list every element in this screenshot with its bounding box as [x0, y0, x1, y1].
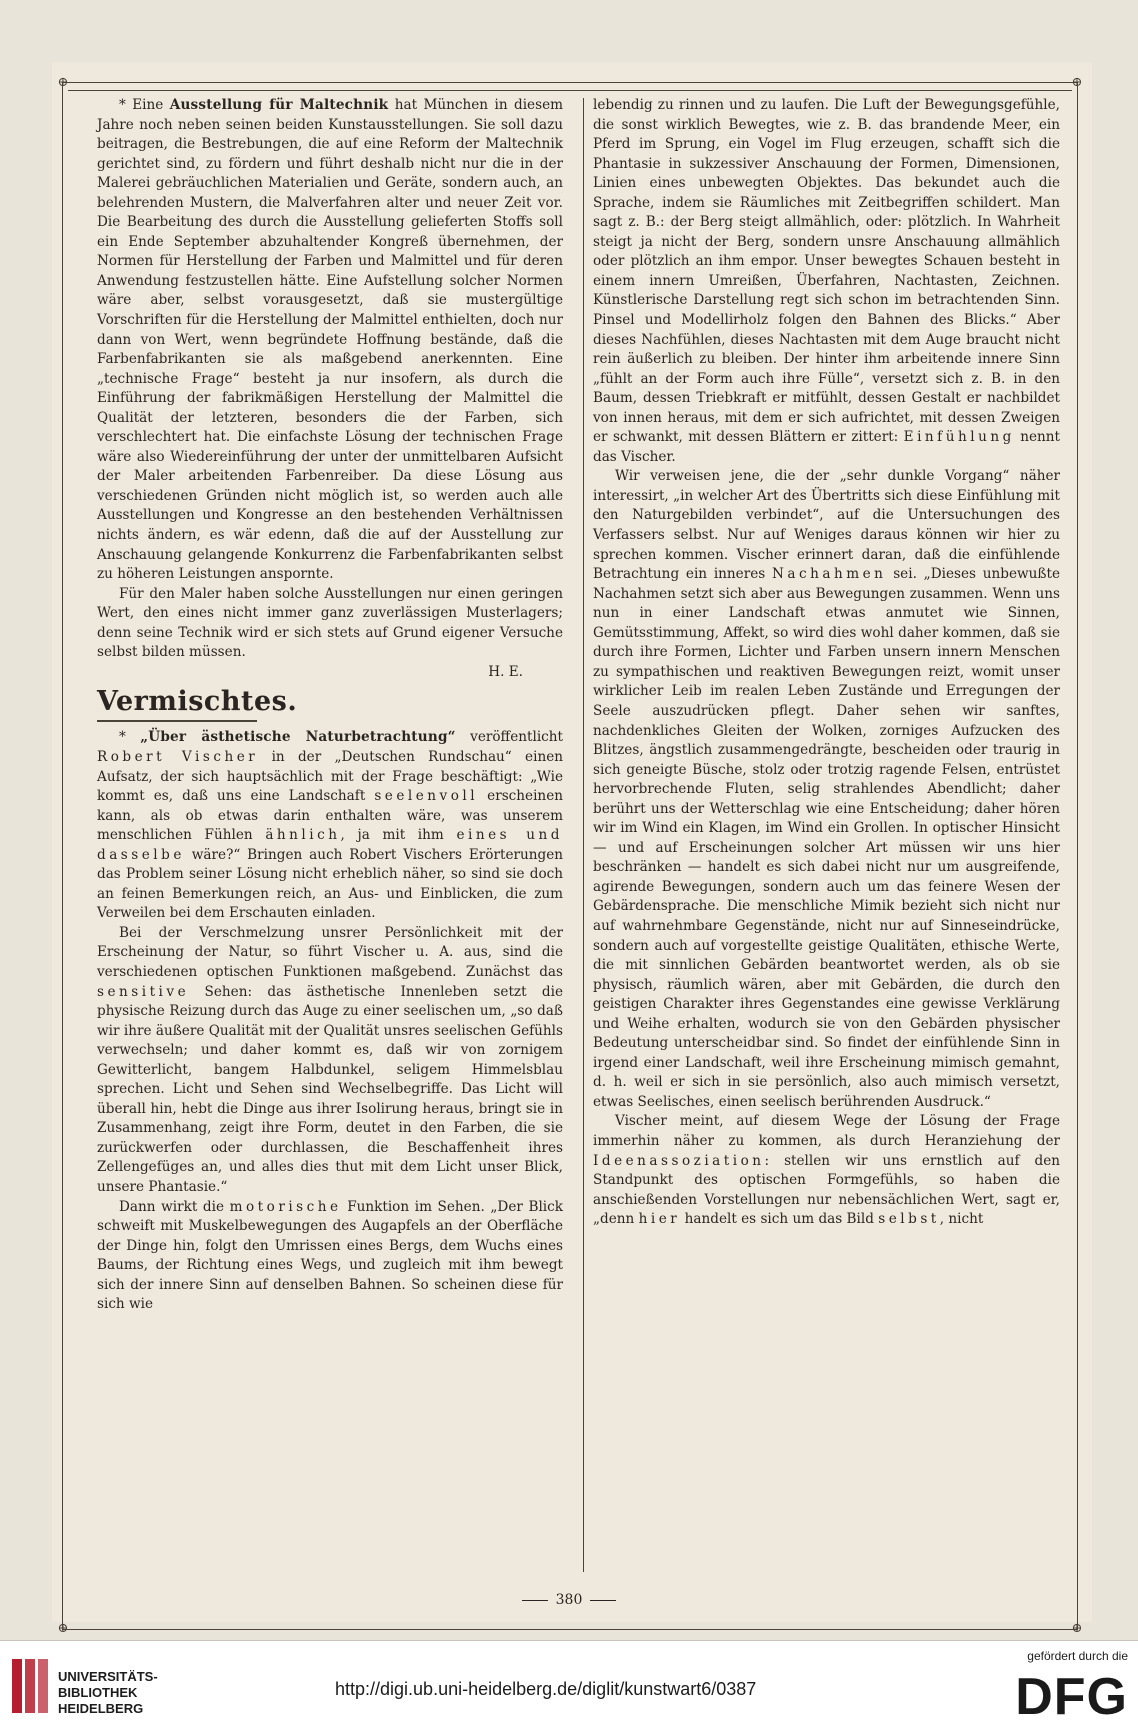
right-para1: lebendig zu rinnen und zu laufen. Die Luft der Bewegungsgefühle, die sonst wirklich Bewegtes, wie z. B. das brandende Meer, ein Pferd im Sprung, ein Vogel im Flug erzeugen, schafft sich die Phantasie in sukzessiver Anschauung der Formen, Dimensionen, Linien eines unbewegten Objektes. Das bekundet auch die Sprache, indem sie Räumliches mit Zeitbegriffen schildert. Man sagt z. B.: der Berg steigt allmählich, oder: plötzlich. In Wahrheit steigt ja nicht der Berg, sondern unsre Anschauung allmählich oder plötzlich an ihm empor. Unser bewegtes Schauen besteht in einem innern Umreißen, Überfahren, Nachtasten, Zeichnen. Künstlerische Darstellung regt sich schon im betrachtenden Sinn. Pinsel und Modellirholz folgen den Bahnen des Blicks.“ Aber dieses Nachfühlen, dieses Nachtasten mit dem Auge braucht nicht rein äußerlich zu bleiben. Der hinter ihm arbeitende innere Sinn „fühlt an der Form auch ihre Fülle“, versetzt sich z. B. in den Baum, dessen Triebkraft er mitfühlt, dessen Gestalt er nachbildet von innen heraus, mit dem er sich aufrichtet, mit dessen Zweigen er schwankt, mit dessen Blättern er zittert: Einfühlung nennt das Vischer. — [593, 97, 1060, 465]
headline-exhibition: Ausstellung für Maltechnik — [169, 97, 389, 113]
headline-vischer: „Über ästhetische Naturbetrachtung“ — [140, 729, 456, 746]
section-rule — [97, 720, 257, 722]
corner-ornament-top-left-icon: ⊕ — [57, 75, 69, 90]
library-logo[interactable] — [10, 1655, 158, 1717]
right-para3: Vischer meint, auf diesem Wege der Lösung der Frage immerhin näher zu kommen, als durch Heranziehung der Ideenassoziation: stellen wir uns ernstlich auf den Standpunkt des optischen Formgefühls, so haben die anschießenden Vorstellungen nur nebensächlichen Wert, sagt er, „denn hier handelt es sich um das Bild selbst, nicht — [593, 1113, 1060, 1228]
right-column — [593, 96, 1060, 1230]
column-divider — [583, 98, 584, 1572]
library-name-line3: HEIDELBERG — [58, 1701, 144, 1716]
page-number: 380 — [0, 1592, 1138, 1608]
article-vischer: * „Über ästhetische Naturbetrachtung“ veröffentlicht Robert Vischer in der „Deutschen Rundschau“ einen Aufsatz, der sich hauptsächlich mit der Frage beschäftigt: „Wie kommt es, daß uns eine Landschaft seelenvoll erscheinen kann, als ob etwas darin enthalten wäre, was unserem menschlichen Fühlen ähnlich, ja mit ihm eines und dasselbe wäre?“ Bringen auch Robert Vischers Erörterungen das Problem seiner Lösung nicht erheblich näher, so sind sie doch an feinen Bemerkungen reich, an Aus- und Einblicken, die zum Verweilen bei dem Erschauten einladen. — [97, 729, 564, 922]
funding-note: gefördert durch die — [1027, 1649, 1128, 1663]
article-exhibition: * Eine Ausstellung für Maltechnik hat München in diesem Jahre noch neben seinen beiden Kunstausstellungen. Sie soll dazu beitragen, die Bestrebungen, die auf eine Reform der Maltechnik gerichtet sind, zu fördern und führt deshalb nicht nur die in der Malerei gebräuchlichen Materialien und Geräte, sondern auch, an belehrenden Mustern, die Malverfahren alter und neuer Zeit vor. Die Bearbeitung des durch die Ausstellung gelieferten Stoffs soll ein Ende September abzuhaltender Kongreß übernehmen, der Normen für Herstellung der Farben und Malmittel und für deren Anwendung festzustellen hätte. Eine Aufstellung solcher Normen wäre aber, selbst vorausgesetzt, daß sie mustergültige Vorschriften für die Herstellung der Malmittel enthielten, doch nur dann von Wert, wenn begründete Hoffnung bestände, daß die Farbenfabrikanten sie als maßgebend anerkennten. Eine „technische Frage“ besteht ja nur insofern, als durch die Einführung der fabrikmäßigen Herstellung der Malmittel die Qualität der letzteren, besonders die der Farben, sich verschlechtert hat. Die einfachste Lösung der technischen Frage wäre also Wiedereinführung der unter der unmittelbaren Aufsicht der Maler arbeitenden Farbenreiber. Da diese Lösung aus verschiedenen Gründen nicht möglich ist, so werden auch alle Ausstellungen und Kongresse an den bestehenden Verhältnissen nichts ändern, es wär edenn, daß die auf der Ausstellung zur Anschauung gelangende Konkurrenz die Farbenfabrikanten selbst zu höheren Leistungen anspornte. — [97, 97, 563, 583]
corner-ornament-bottom-right-icon: ⊕ — [1071, 1621, 1083, 1636]
library-name-line1: UNIVERSITÄTS- — [58, 1669, 158, 1684]
top-rule — [68, 90, 1072, 91]
article-vischer-para3: Dann wirkt die motorische Funktion im Sehen. „Der Blick schweift mit Muskelbewegungen des Augapfels an der Oberfläche der Dinge hin, folgt den Umrissen eines Bergs, dem Wuchs eines Baums, der Richtung eines Wegs, und zugleich mit ihm bewegt sich der innere Sinn auf denselben Bahnen. So scheinen diese für sich wie — [97, 1198, 564, 1313]
viewer-footer — [0, 1641, 1138, 1732]
dfg-logo[interactable]: DFG — [1015, 1668, 1128, 1726]
corner-ornament-top-right-icon: ⊕ — [1071, 75, 1083, 90]
corner-ornament-bottom-left-icon: ⊕ — [57, 1621, 69, 1636]
left-column — [97, 96, 563, 1315]
signature: H. E. — [488, 663, 523, 680]
funder-block — [1000, 1649, 1128, 1725]
article-exhibition-para2: Für den Maler haben solche Ausstellungen nur einen geringen Wert, den eines nicht immer ganz zuverlässigen Musterlagers; denn seine Technik wird er sich stets auf Grund eigener Versuche selbst bilden müssen. — [97, 585, 563, 661]
article-vischer-para2: Bei der Verschmelzung unsrer Persönlichkeit mit der Erscheinung der Natur, so führt Vischer u. A. aus, sind die verschiedenen optischen Funktionen maßgebend. Zunächst das sensitive Sehen: das ästhetische Innenleben setzt die physische Reizung durch das Auge zu einer seelischen um, „so daß wir ihre äußere Qualität mit der Qualität unsres seelischen Gefühls verwechseln; und daher kommt es, daß wir von zornigem Gewitterlicht, bangem Halbdunkel, seligem Himmelsblau sprechen. Licht und Sehen sind Wechselbegriffe. Das Licht will überall hin, hebt die Dinge aus ihrer Isolirung heraus, bringt sie in Zusammenhang, zeigt ihre Form, deutet in den Farben, die sie zurückwerfen oder durchlassen, die Beschaffenheit ihres Zellengefüges an, und alles dies thut mit dem Licht unser Blick, unsere Phantasie.“ — [97, 924, 564, 1195]
right-para2: Wir verweisen jene, die der „sehr dunkle Vorgang“ näher interessirt, „in welcher Art des Übertritts sich diese Einfühlung mit den Naturgebilden verbindet“, auf die Untersuchungen des Verfassers selbst. Nur auf Weniges daraus können wir hier zu sprechen kommen. Vischer erinnert daran, daß die einfühlende Betrachtung ein inneres Nachahmen sei. „Dieses unbewußte Nachahmen setzt sich aber aus Bewegungen zusammen. Wenn uns nun in einer Landschaft etwas anmutet wie Sinnen, Gemütsstimmung, Affekt, so wird dies wohl daher kommen, daß sie durch ihre Formen, Lichter und Farben unsern innern Menschen zu sympathischen und reaktiven Bewegungen reizt, womit unser wirklicher Leib im realen Leben Zustände und Erregungen der Seele auszudrücken pflegt. Daher sehen wir sanftes, nachdenkliches Gleiten der Wolken, zorniges Aufzucken des Blitzes, ängstlich zusammengedrängte, bescheiden oder traurig in sich geneigte Büsche, stolz oder trotzig ragende Felsen, entrüstet hervorbrechende Fluten, selig strahlendes Abendlicht; daher berührt uns der Wetterschlag wie eine Entscheidung; daher hören wir im Wind ein Klagen, im Wind ein Grollen. In optischer Hinsicht — und auf Erscheinungen solcher Art müssen wir uns hier beschränken — handelt es sich dabei nicht nur um ausgreifende, agirende Bewegungen, sondern auch um das feinere Wesen der Gebärdensprache. Die menschliche Mimik bezieht sich nicht nur auf wahrnehmbare Gegenstände, nicht nur auf Sinneseindrücke, sondern auch auf vorgestellte geistige Qualitäten, ethische Werte, die mit sinnlichen Gebärden beantwortet werden, als ob sie physisch, räumlich wären, aber mit Gebärden, die durch den geistigen Charakter ihres Gegenstandes eine gewisse Verklärung und Weihe erhalten, wodurch sie von den Gebärden physischer Bedeutung unterscheidbar sind. So findet der einfühlende Sinn in irgend einer Landschaft, weil ihre Erscheinung mimisch gemahnt, d. h. weil er sich in sie persönlich, also auch mimisch versetzt, etwas Seelisches, einen seelisch berührenden Ausdruck.“ — [593, 468, 1060, 1110]
library-seal-icon — [10, 1655, 50, 1717]
signature-row — [97, 663, 563, 683]
permalink-url[interactable]: http://digi.ub.uni-heidelberg.de/diglit/kunstwart6/0387 — [335, 1679, 757, 1699]
library-name-line2: BIBLIOTHEK — [58, 1685, 138, 1700]
section-heading: Vermischtes. — [97, 686, 298, 718]
